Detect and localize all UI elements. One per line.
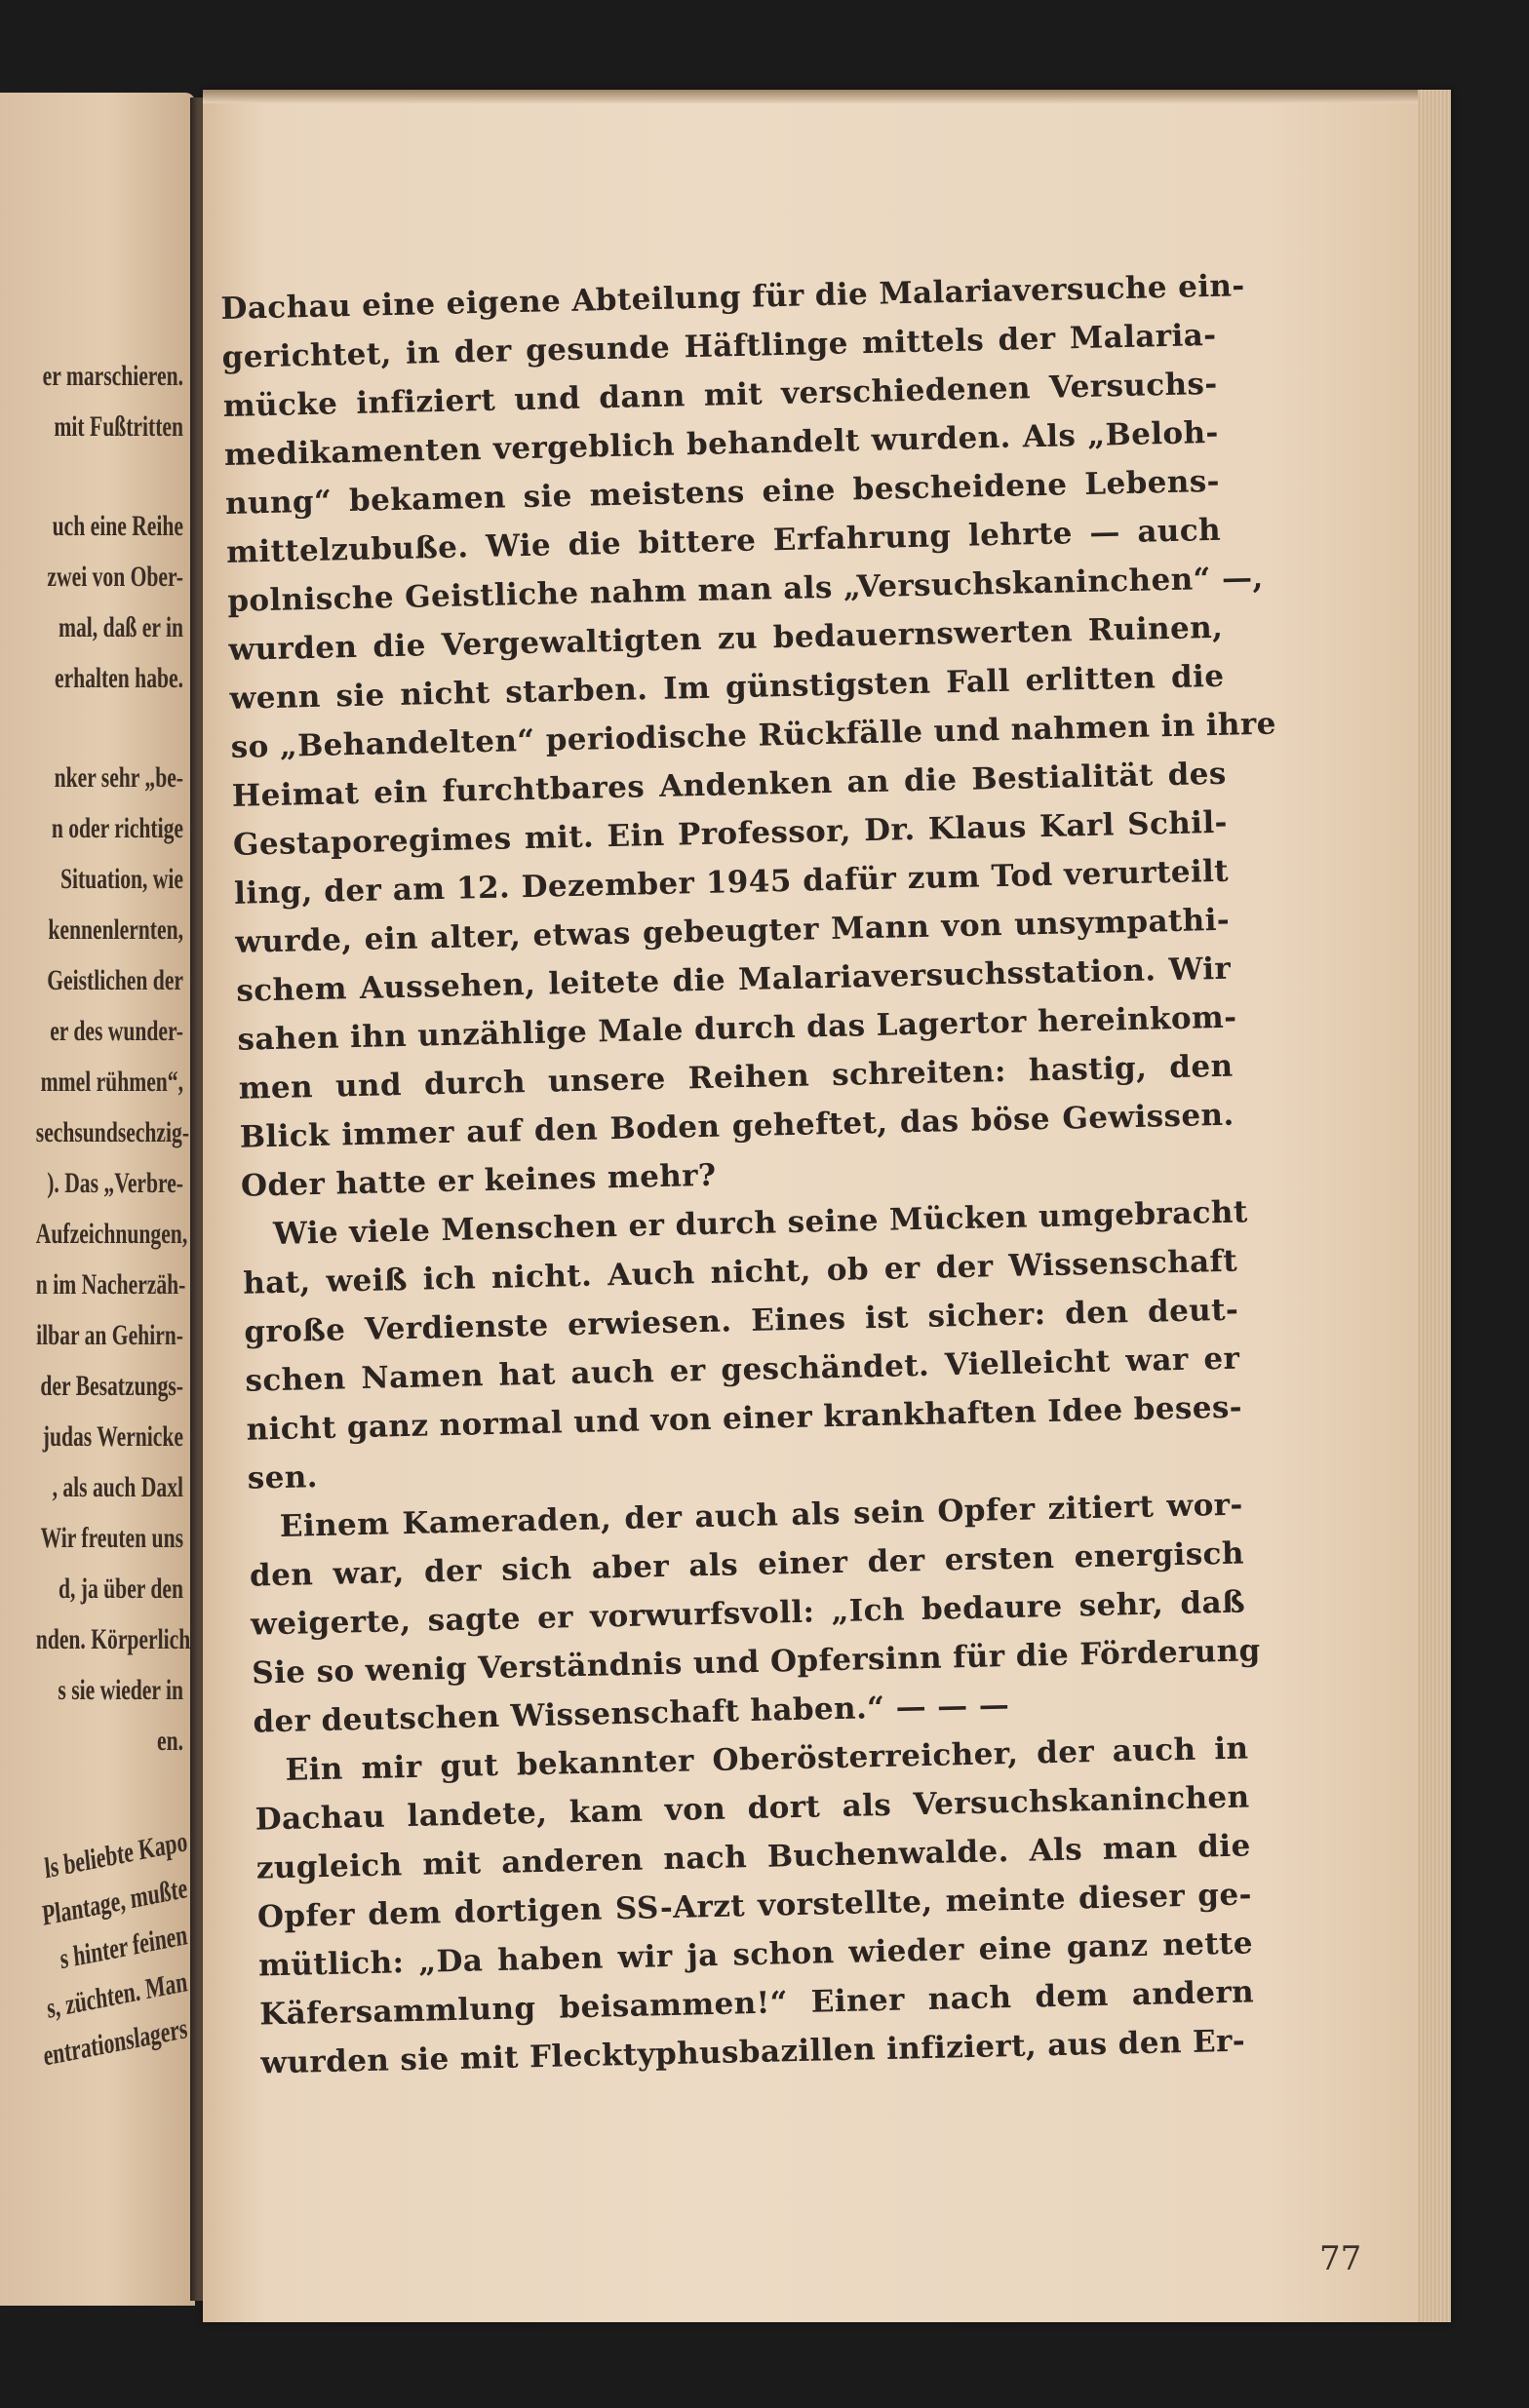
left-page-line: en. bbox=[157, 1725, 183, 1757]
left-page-line: mmel rühmen“, bbox=[40, 1066, 183, 1098]
left-page-line: erhalten habe. bbox=[55, 662, 183, 694]
left-page-line: zwei von Ober- bbox=[47, 561, 183, 593]
text-line: Käfersammlung beisammen!“ Einer nach dem andern bbox=[258, 1974, 1255, 2033]
text-line: mücke infiziert und dann mit verschiedenen Versuchs- bbox=[222, 366, 1218, 424]
left-page-line: sechsundsechzig- bbox=[35, 1116, 190, 1148]
text-line: hat, weiß ich nicht. Auch nicht, ob er der Wissenschaft bbox=[242, 1243, 1238, 1301]
paragraph bbox=[248, 1481, 1262, 1747]
text-line: Opfer dem dortigen SS-Arzt vorstellte, meinte dieser ge- bbox=[256, 1877, 1253, 1935]
left-page-line: s hinter feinen bbox=[58, 1919, 189, 1976]
paragraph bbox=[242, 1188, 1248, 1503]
text-line: medikamenten vergeblich behandelt wurden. Als „Beloh- bbox=[223, 414, 1220, 473]
left-page-line: Situation, wie bbox=[59, 863, 183, 895]
left-page-line: d, ja über den bbox=[58, 1573, 183, 1605]
left-page-line: ). Das „Verbre- bbox=[47, 1167, 183, 1199]
left-page-bottom-text bbox=[0, 1818, 189, 2073]
paragraph bbox=[220, 262, 1277, 1211]
left-page-line: s sie wieder in bbox=[58, 1674, 183, 1706]
left-page-line: mal, daß er in bbox=[58, 611, 183, 643]
text-line: wurden die Vergewaltigten zu bedauernswerten Ruinen, bbox=[228, 609, 1224, 668]
left-page-line bbox=[36, 704, 183, 753]
text-line: so „Behandelten“ periodische Rückfälle und nahmen in ihre bbox=[230, 706, 1277, 765]
left-page-line: Plantage, mußte bbox=[40, 1872, 189, 1932]
page-number: 77 bbox=[1319, 2239, 1362, 2278]
left-page-line: der Besatzungs- bbox=[40, 1370, 184, 1402]
text-line: gerichtet, in der gesunde Häftlinge mittels der Malaria- bbox=[221, 317, 1217, 375]
text-line: schen Namen hat auch er geschändet. Vielleicht war er bbox=[245, 1340, 1240, 1399]
left-page-line: uch eine Reihe bbox=[52, 510, 184, 542]
left-page-line: entrationslagers bbox=[41, 2012, 189, 2073]
left-page-line: er des wunder- bbox=[50, 1015, 184, 1047]
text-line: nung“ bekamen sie meistens eine bescheidene Lebens- bbox=[224, 463, 1221, 522]
left-page-line: n oder richtige bbox=[51, 812, 183, 844]
left-page-text bbox=[0, 351, 191, 1767]
text-line: den war, der sich aber als einer der ersten energisch bbox=[249, 1535, 1245, 1594]
body-text bbox=[220, 262, 1277, 2088]
text-line: weigerte, sagte er vorwurfsvoll: „Ich bedaure sehr, daß bbox=[250, 1584, 1246, 1643]
text-line: Oder hatte er keines mehr? bbox=[240, 1157, 717, 1204]
left-page-line: ilbar an Gehirn- bbox=[36, 1319, 184, 1351]
text-line: Einem Kameraden, der auch als sein Opfer zitiert wor- bbox=[279, 1487, 1244, 1544]
left-page-line: Geistlichen der bbox=[47, 964, 183, 996]
page-side-edge bbox=[1418, 90, 1451, 2322]
text-line: mütlich: „Da haben wir ja schon wieder eine ganz nette bbox=[257, 1925, 1254, 1984]
text-line: ling, der am 12. Dezember 1945 dafür zum Tod verurteilt bbox=[233, 853, 1230, 912]
text-line: wurde, ein alter, etwas gebeugter Mann von unsympathi- bbox=[234, 902, 1231, 960]
text-line: polnische Geistliche nahm man als „Versuchskaninchen“ —, bbox=[226, 560, 1264, 619]
text-line: Heimat ein furchtbares Andenken an die Bestialität des bbox=[231, 756, 1228, 814]
left-page-line: mit Fußtritten bbox=[54, 410, 184, 443]
text-line: wenn sie nicht starben. Im günstigsten Fall erlitten die bbox=[229, 658, 1225, 717]
page-top-edge bbox=[203, 90, 1451, 103]
left-page bbox=[0, 93, 195, 2306]
text-line: Wie viele Menschen er durch seine Mücken umgebracht bbox=[272, 1194, 1248, 1253]
text-line: zugleich mit anderen nach Buchenwalde. Als man die bbox=[255, 1828, 1252, 1886]
text-line: Blick immer auf den Boden geheftet, das böse Gewissen. bbox=[239, 1097, 1235, 1155]
text-line: Gestaporegimes mit. Ein Professor, Dr. Klaus Karl Schil- bbox=[232, 804, 1229, 863]
left-page-line: Wir freuten uns bbox=[40, 1522, 183, 1554]
left-page-line: judas Wernicke bbox=[42, 1420, 183, 1453]
left-page-line: nker sehr „be- bbox=[54, 761, 183, 794]
left-page-line: kennenlernten, bbox=[48, 913, 184, 946]
left-page-line bbox=[36, 452, 183, 501]
left-page-line: s, züchten. Man bbox=[45, 1965, 189, 2025]
left-page-line: ls beliebte Kapo bbox=[43, 1825, 189, 1885]
left-page-line: , als auch Daxl bbox=[52, 1471, 184, 1503]
left-page-line: nden. Körperlich bbox=[35, 1623, 191, 1655]
text-line: schem Aussehen, leitete die Malariaversuchsstation. Wir bbox=[236, 951, 1232, 1009]
text-line: Sie so wenig Verständnis und Opfersinn für die Förderung bbox=[251, 1633, 1262, 1691]
text-line: wurden sie mit Flecktyphusbazillen infiziert, aus den Er- bbox=[259, 2023, 1246, 2081]
paragraph bbox=[254, 1724, 1256, 2087]
text-line: sen. bbox=[247, 1459, 319, 1496]
text-line: der deutschen Wissenschaft haben.“ — — — bbox=[253, 1688, 1010, 1740]
text-line: nicht ganz normal und von einer krankhaften Idee beses- bbox=[246, 1389, 1243, 1448]
left-page-line: n im Nacherzäh- bbox=[35, 1268, 186, 1301]
text-line: mittelzubuße. Wie die bittere Erfahrung lehrte — auch bbox=[225, 512, 1222, 570]
text-line: sahen ihn unzählige Male durch das Lagertor hereinkom- bbox=[237, 999, 1237, 1058]
left-page-line: Aufzeichnungen, bbox=[35, 1218, 188, 1250]
left-page-line: er marschieren. bbox=[42, 360, 183, 392]
right-page bbox=[203, 90, 1451, 2322]
text-line: große Verdienste erwiesen. Eines ist sicher: den deut- bbox=[243, 1292, 1239, 1350]
text-line: Ein mir gut bekannter Oberösterreicher, der auch in bbox=[285, 1730, 1249, 1788]
text-line: Dachau landete, kam von dort als Versuchskaninchen bbox=[255, 1779, 1250, 1838]
text-line: Dachau eine eigene Abteilung für die Malariaversuche ein- bbox=[220, 268, 1246, 327]
text-line: men und durch unsere Reihen schreiten: hastig, den bbox=[238, 1048, 1234, 1107]
